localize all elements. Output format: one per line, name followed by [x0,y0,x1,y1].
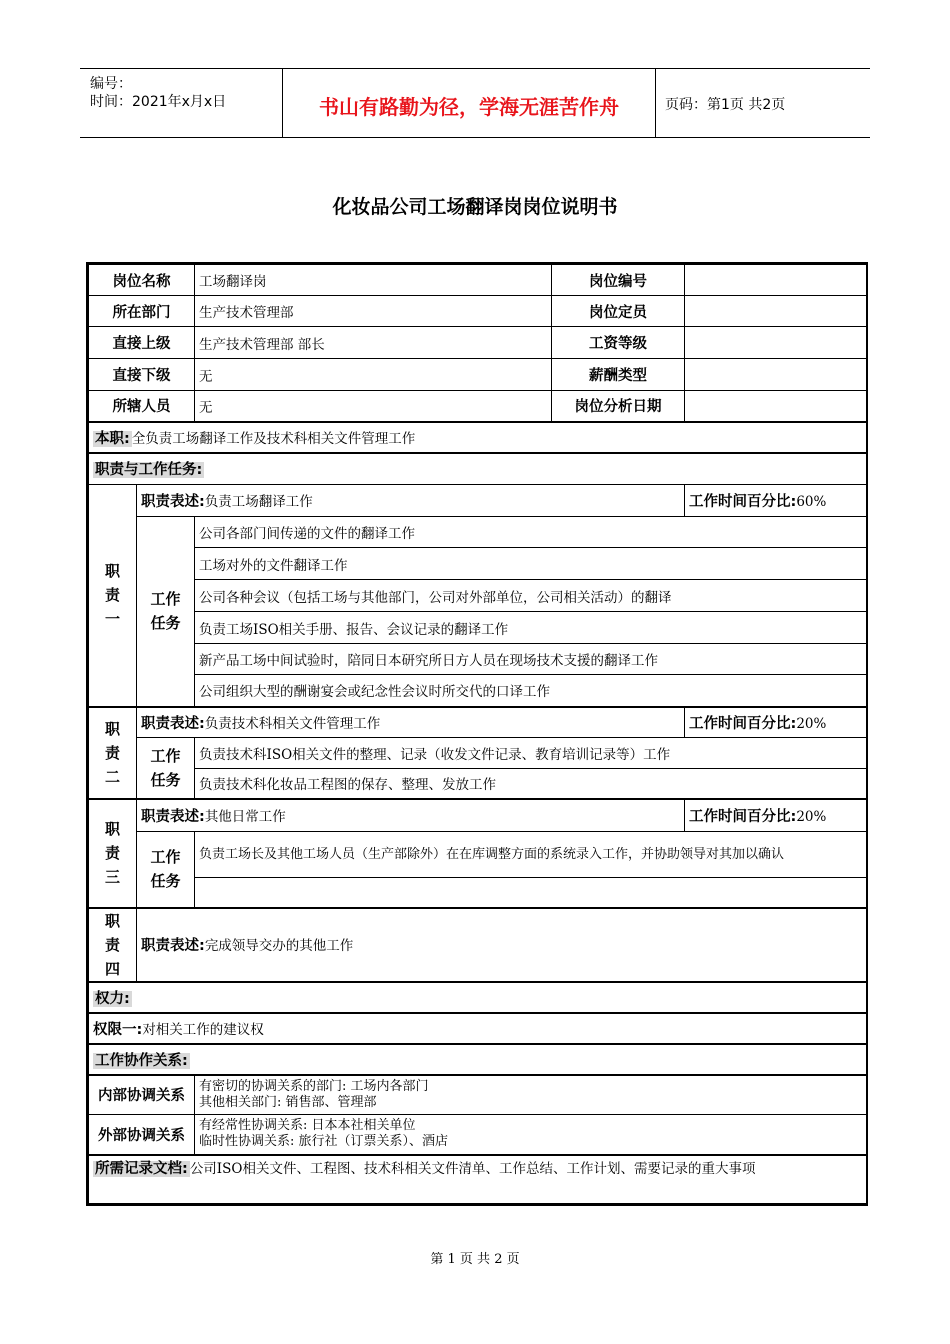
duty4-name: 职 责 四 [89,908,137,982]
relations-heading-cell [89,1044,867,1075]
duty3-task-2 [195,878,867,908]
row-staff [89,391,867,422]
page-info: 页码：第1页 共2页 [665,97,786,113]
table-row [89,769,867,799]
table-row [89,644,867,675]
staff-label: 所辖人员 [89,391,195,422]
duty3-task-1: 负责工场长及其他工场人员（生产部除外）在在库调整方面的系统录入工作，并协助领导对其加以确认 [195,832,867,878]
internal-line-1: 有密切的协调关系的部门: 工场内各部门 [199,1078,429,1094]
duty1-desc: 职责表述:负责工场翻译工作 [137,485,685,517]
table-row [89,580,867,612]
salary-grade-value [685,327,867,359]
row-department [89,296,867,327]
analysis-date-label: 岗位分析日期 [552,391,685,422]
relations-label: 工作协作关系: [95,1052,188,1069]
department-value: 生产技术管理部 [195,296,552,327]
duty-text: 全负责工场翻译工作及技术科相关文件管理工作 [131,430,416,447]
duty1-task-4: 负责工场ISO相关手册、报告、会议记录的翻译工作 [195,612,867,644]
duty2-desc-row [89,707,867,738]
internal-relations-value [195,1075,867,1115]
staff-value: 无 [195,391,552,422]
subordinate-value: 无 [195,359,552,391]
table-row [89,517,867,548]
external-relations-label: 外部协调关系 [89,1115,195,1155]
external-line-1: 有经常性协调关系: 日本本社相关单位 [199,1118,416,1134]
duty3-desc: 职责表述:其他日常工作 [137,799,685,832]
duty1-task-1: 公司各部门间传递的文件的翻译工作 [195,517,867,548]
duty1-percent: 工作时间百分比:60% [685,485,867,517]
supervisor-value: 生产技术管理部 部长 [195,327,552,359]
duty2-task-label: 工作 任务 [137,738,195,799]
records-cell [89,1155,867,1204]
duty2-desc: 职责表述:负责技术科相关文件管理工作 [137,707,685,738]
duty4-row [89,908,867,982]
duty3-name: 职 责 三 [89,799,137,908]
row-supervisor [89,327,867,359]
duty2-task-2: 负责技术科化妆品工程图的保存、整理、发放工作 [195,769,867,799]
row-internal-relations [89,1075,867,1115]
duty-label: 本职: [95,430,130,447]
row-relations-heading [89,1044,867,1075]
duty1-task-6: 公司组织大型的酬谢宴会或纪念性会议时所交代的口译工作 [195,675,867,707]
authority-cell [89,982,867,1013]
authority-label: 权力: [95,990,130,1007]
duty3-desc-row [89,799,867,832]
pay-type-label: 薪酬类型 [552,359,685,391]
row-position-name [89,265,867,296]
position-no-label: 岗位编号 [552,265,685,296]
duty3-task-label: 工作 任务 [137,832,195,908]
headcount-value [685,296,867,327]
internal-relations-label: 内部协调关系 [89,1075,195,1115]
position-name-label: 岗位名称 [89,265,195,296]
position-no-value [685,265,867,296]
motto-text: 书山有路勤为径，学海无涯苦作舟 [319,95,619,119]
authority-limit-cell [89,1013,867,1044]
external-line-2: 临时性协调关系: 旅行社（订票关系）、酒店 [199,1134,449,1150]
supervisor-label: 直接上级 [89,327,195,359]
duty1-desc-row [89,485,867,517]
authority-limit-label: 权限一: [93,1021,143,1038]
table-row [89,612,867,644]
table-row [89,832,867,878]
duty1-task-2: 工场对外的文件翻译工作 [195,548,867,580]
number-label: 编号： [90,76,132,92]
salary-grade-label: 工资等级 [552,327,685,359]
document-title: 化妆品公司工场翻译岗岗位说明书 [332,196,618,218]
duty2-name: 职 责 二 [89,707,137,799]
table-row [89,738,867,769]
row-external-relations [89,1115,867,1155]
subordinate-label: 直接下级 [89,359,195,391]
duty1-task-label: 工作 任务 [137,517,195,707]
row-duty [89,422,867,453]
records-text: 公司ISO相关文件、工程图、技术科相关文件清单、工作总结、工作计划、需要记录的重大事项 [189,1160,756,1177]
row-authority-limit [89,1013,867,1044]
duty2-task-1: 负责技术科ISO相关文件的整理、记录（收发文件记录、教育培训记录等）工作 [195,738,867,769]
duty2-percent: 工作时间百分比:20% [685,707,867,738]
duty4-desc: 职责表述:完成领导交办的其他工作 [137,908,867,982]
page-header [80,68,870,138]
records-label: 所需记录文档: [95,1160,188,1177]
row-tasks-heading [89,453,867,485]
table-row [89,675,867,707]
internal-line-2: 其他相关部门: 销售部、管理部 [199,1094,377,1110]
tasks-label: 职责与工作任务: [95,462,203,479]
header-meta [80,69,282,137]
analysis-date-value [685,391,867,422]
time-label: 时间：2021年x月x日 [90,94,227,110]
row-records [89,1155,867,1204]
duty3-percent: 工作时间百分比:20% [685,799,867,832]
job-description-table [86,262,868,1206]
duty1-name: 职 责 一 [89,485,137,707]
page-footer: 第 1 页 共 2 页 [430,1252,520,1267]
table-row [89,878,867,908]
authority-limit-text: 对相关工作的建议权 [142,1021,264,1038]
duty-cell [89,422,867,453]
row-authority [89,982,867,1013]
pay-type-value [685,359,867,391]
headcount-label: 岗位定员 [552,296,685,327]
external-relations-value [195,1115,867,1155]
tasks-heading-cell [89,453,867,485]
duty1-task-5: 新产品工场中间试验时，陪同日本研究所日方人员在现场技术支援的翻译工作 [195,644,867,675]
header-motto-cell [282,69,656,137]
department-label: 所在部门 [89,296,195,327]
row-subordinate [89,359,867,391]
position-name-value: 工场翻译岗 [195,265,552,296]
duty1-task-3: 公司各种会议（包括工场与其他部门，公司对外部单位，公司相关活动）的翻译 [195,580,867,612]
table-row [89,548,867,580]
